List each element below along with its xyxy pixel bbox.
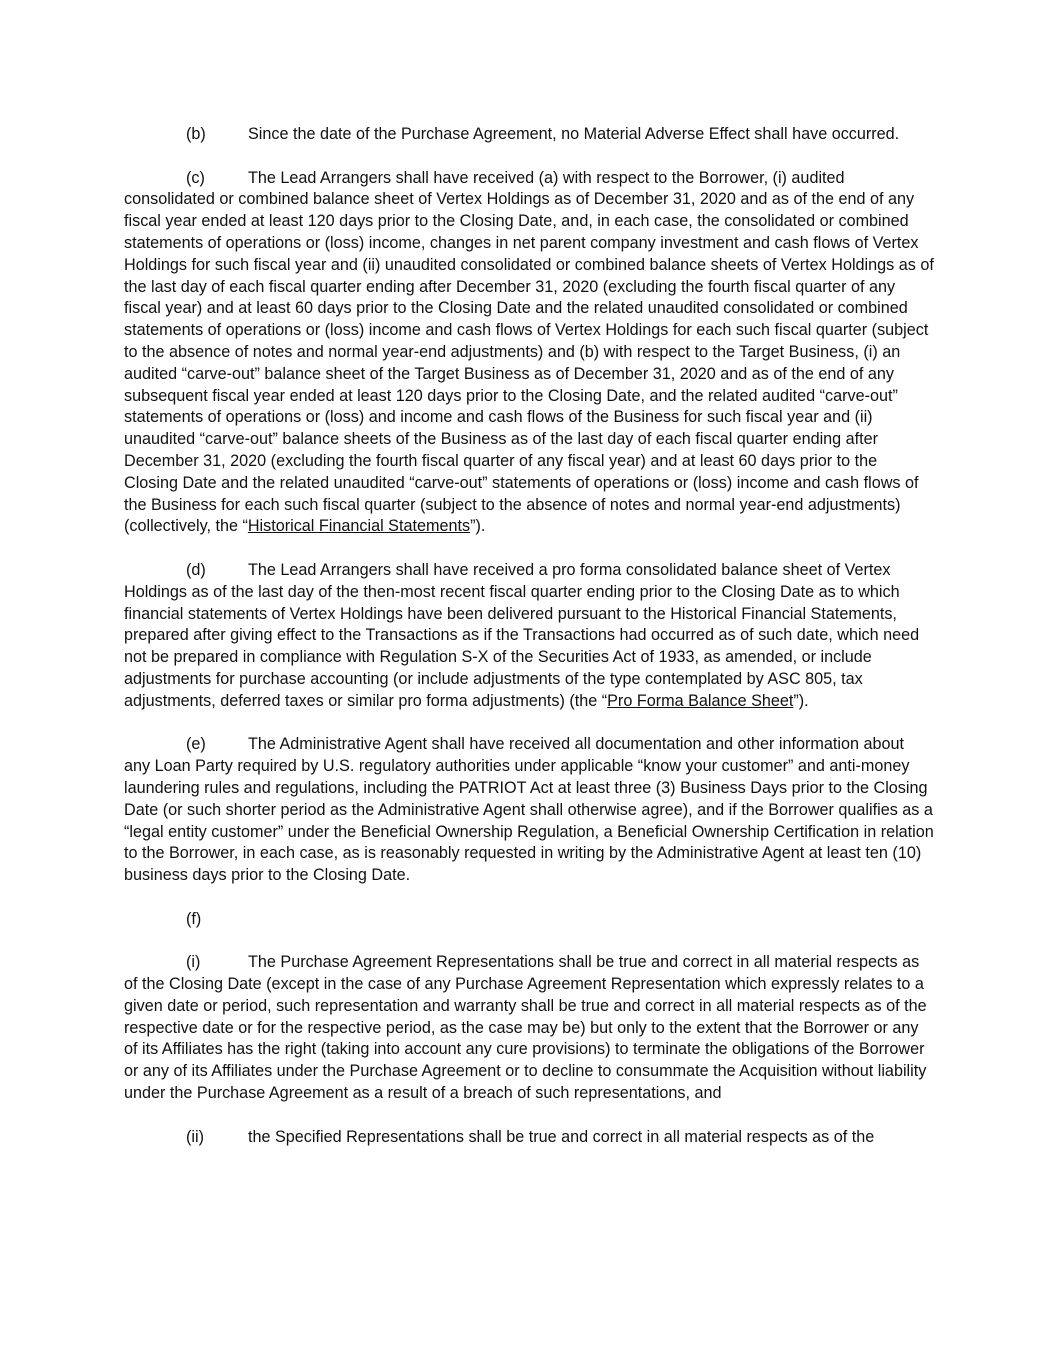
paragraph-tail: ”).	[470, 517, 486, 536]
paragraph-d	[124, 560, 934, 713]
paragraph-label: (c)	[186, 168, 205, 187]
paragraph-text: The Lead Arrangers shall have received (a) with respect to the Borrower, (i) audited consolidated or combined balance sheet of Vertex Holdings as of December 31, 2020 and as of the end of any fiscal year ended at least 120 days prior to the Closing Date, and, in each case, the consolidated or combined statements of operations or (loss) income, changes in net parent company investment and cash flows of Vertex Holdings for such fiscal year and (ii) unaudited consolidated or combined balance sheets of Vertex Holdings as of the last day of each fiscal quarter ending after December 31, 2020 (excluding the fourth fiscal quarter of any fiscal year) and at least 60 days prior to the Closing Date and the related unaudited consolidated or combined statements of operations or (loss) income and cash flows of Vertex Holdings for each such fiscal quarter (subject to the absence of notes and normal year-end adjustments) and (b) with respect to the Target Business, (i) an audited “carve-out” balance sheet of the Target Business as of December 31, 2020 and as of the end of any subsequent fiscal year ended at least 120 days prior to the Closing Date, and the related audited “carve-out” statements of operations or (loss) and income and cash flows of the Business for such fiscal year and (ii) unaudited “carve-out” balance sheets of the Business as of the last day of each fiscal quarter ending after December 31, 2020 (excluding the fourth fiscal quarter of any fiscal year) and at least 60 days prior to the Closing Date and the related unaudited “carve-out” statements of operations or (loss) income and cash flows of the Business for each such fiscal quarter (subject to the absence of notes and normal year-end adjustments) (collectively, the “	[124, 168, 934, 536]
paragraph-tail: ”).	[793, 691, 809, 710]
document-page	[124, 124, 934, 1148]
paragraph-label: (b)	[186, 125, 206, 143]
paragraph-label: (e)	[186, 735, 206, 754]
defined-term-pro-forma-balance-sheet: Pro Forma Balance Sheet	[607, 691, 794, 710]
defined-term-historical-financial-statements: Historical Financial Statements	[247, 517, 471, 536]
paragraph-f-ii	[124, 1127, 934, 1149]
paragraph-label: (d)	[186, 560, 206, 579]
paragraph-b	[124, 124, 934, 146]
paragraph-label: (ii)	[186, 1127, 204, 1146]
paragraph-f	[124, 909, 934, 931]
paragraph-c	[124, 168, 934, 539]
paragraph-label: (f)	[186, 909, 202, 928]
paragraph-text: The Purchase Agreement Representations shall be true and correct in all material respects as of the Closing Date (except in the case of any Purchase Agreement Representation which expressly relates to a given date or period, such representation and warranty shall be true and correct in all material respects as of the respective date or for the respective period, as the case may be) but only to the extent that the Borrower or any of its Affiliates has the right (taking into account any cure provisions) to terminate the obligations of the Borrower or any of its Affiliates under the Purchase Agreement or to decline to consummate the Acquisition without liability under the Purchase Agreement as a result of a breach of such representations, and	[124, 953, 927, 1103]
paragraph-e	[124, 734, 934, 887]
paragraph-text: The Administrative Agent shall have received all documentation and other information about any Loan Party required by U.S. regulatory authorities under applicable “know your customer” and anti-money laundering rules and regulations, including the PATRIOT Act at least three (3) Business Days prior to the Closing Date (or such shorter period as the Administrative Agent shall otherwise agree), and if the Borrower qualifies as a “legal entity customer” under the Beneficial Ownership Regulation, a Beneficial Ownership Certification in relation to the Borrower, in each case, as is reasonably requested in writing by the Administrative Agent at least ten (10) business days prior to the Closing Date.	[124, 735, 934, 885]
paragraph-text: Since the date of the Purchase Agreement, no Material Adverse Effect shall have occurred.	[248, 125, 900, 143]
paragraph-label: (i)	[186, 953, 201, 972]
paragraph-text: the Specified Representations shall be true and correct in all material respects as of the	[248, 1127, 875, 1146]
paragraph-text: The Lead Arrangers shall have received a pro forma consolidated balance sheet of Vertex Holdings as of the last day of the then-most recent fiscal quarter ending prior to the Closing Date as to which financial statements of Vertex Holdings have been delivered pursuant to the Historical Financial Statements, prepared after giving effect to the Transactions as if the Transactions had occurred as of such date, which need not be prepared in compliance with Regulation S-X of the Securities Act of 1933, as amended, or include adjustments for purchase accounting (or include adjustments of the type contemplated by ASC 805, tax adjustments, deferred taxes or similar pro forma adjustments) (the “	[124, 560, 920, 710]
paragraph-f-i	[124, 952, 934, 1105]
